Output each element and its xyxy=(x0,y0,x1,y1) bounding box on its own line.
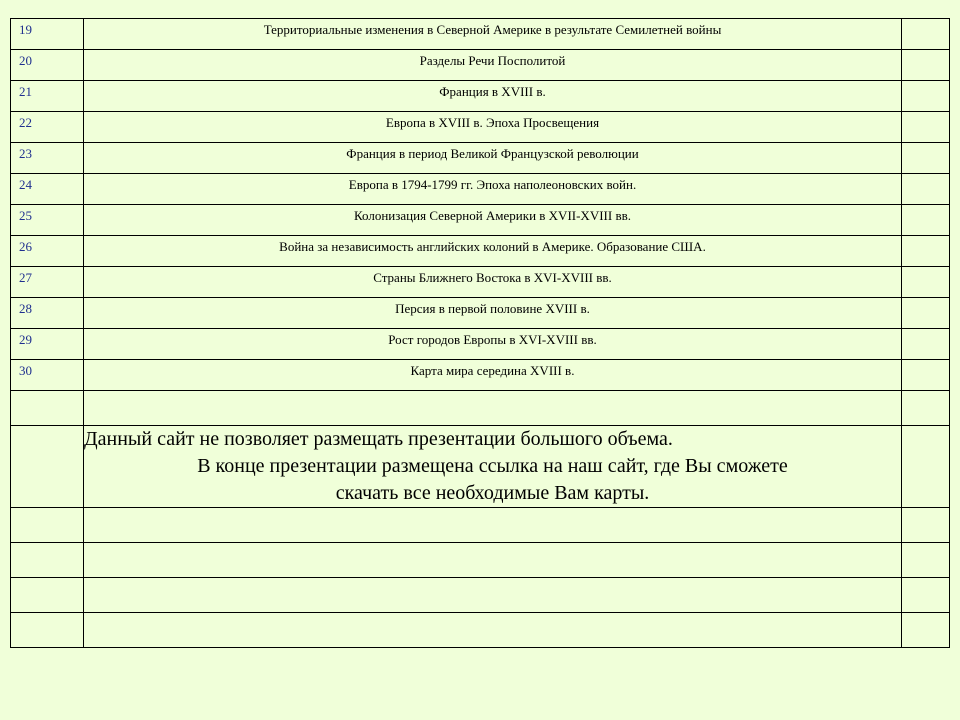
row-extra-cell xyxy=(902,19,950,50)
row-extra-cell xyxy=(902,360,950,391)
row-title: Персия в первой половине XVIII в. xyxy=(395,301,590,316)
row-extra-cell xyxy=(902,267,950,298)
row-title: Карта мира середина XVIII в. xyxy=(410,363,575,378)
row-number: 21 xyxy=(19,84,32,99)
row-title: Франция в период Великой Французской революции xyxy=(346,146,639,161)
row-title: Война за независимость английских колоний в Америке. Образование США. xyxy=(279,239,706,254)
row-number: 22 xyxy=(19,115,32,130)
row-title-cell xyxy=(84,143,902,174)
row-title-cell xyxy=(84,360,902,391)
site-notice xyxy=(84,426,902,508)
row-title: Рост городов Европы в XVI-XVIII вв. xyxy=(388,332,597,347)
row-number: 27 xyxy=(19,270,32,285)
row-number: 28 xyxy=(19,301,32,316)
table-row xyxy=(11,81,950,112)
row-title-cell xyxy=(84,174,902,205)
row-number: 24 xyxy=(19,177,32,192)
table-row xyxy=(11,19,950,50)
row-title: Территориальные изменения в Северной Америке в результате Семилетней войны xyxy=(263,22,722,37)
row-extra-cell xyxy=(902,205,950,236)
table-row xyxy=(11,143,950,174)
table-row xyxy=(11,174,950,205)
row-title: Европа в 1794-1799 гг. Эпоха наполеоновских войн. xyxy=(348,177,637,192)
notice-line-1: Данный сайт не позволяет размещать презентации большого объема. xyxy=(84,428,673,450)
row-number-cell xyxy=(11,329,84,360)
empty-row xyxy=(11,613,950,648)
row-number: 23 xyxy=(19,146,32,161)
row-number-cell xyxy=(11,174,84,205)
row-title: Разделы Речи Посполитой xyxy=(419,53,566,68)
row-title-cell xyxy=(84,50,902,81)
row-number-cell xyxy=(11,143,84,174)
empty-row xyxy=(11,578,950,613)
row-title-cell xyxy=(84,19,902,50)
empty-row xyxy=(11,508,950,543)
row-number-cell xyxy=(11,81,84,112)
table-row xyxy=(11,205,950,236)
row-title: Франция в XVIII в. xyxy=(439,84,546,99)
row-extra-cell xyxy=(902,143,950,174)
row-title-cell xyxy=(84,236,902,267)
row-title-cell xyxy=(84,267,902,298)
table-row xyxy=(11,298,950,329)
row-extra-cell xyxy=(902,236,950,267)
row-extra-cell xyxy=(902,81,950,112)
row-number-cell xyxy=(11,236,84,267)
row-number: 20 xyxy=(19,53,32,68)
row-number: 19 xyxy=(19,22,32,37)
row-extra-cell xyxy=(902,112,950,143)
row-extra-cell xyxy=(902,50,950,81)
row-number: 30 xyxy=(19,363,32,378)
maps-table-body xyxy=(11,19,950,648)
row-title: Колонизация Северной Америки в XVII-XVIII вв. xyxy=(354,208,631,223)
maps-table xyxy=(10,18,950,648)
note-row xyxy=(11,426,950,508)
row-title-cell xyxy=(84,112,902,143)
row-number-cell xyxy=(11,298,84,329)
row-title-cell xyxy=(84,81,902,112)
row-number-cell xyxy=(11,19,84,50)
row-number: 29 xyxy=(19,332,32,347)
table-row xyxy=(11,329,950,360)
row-title: Европа в XVIII в. Эпоха Просвещения xyxy=(385,115,600,130)
table-row xyxy=(11,267,950,298)
row-number-cell xyxy=(11,50,84,81)
row-number-cell xyxy=(11,267,84,298)
row-extra-cell xyxy=(902,174,950,205)
row-title-cell xyxy=(84,329,902,360)
row-number-cell xyxy=(11,205,84,236)
table-row xyxy=(11,236,950,267)
row-title-cell xyxy=(84,205,902,236)
notice-line-3: скачать все необходимые Вам карты. xyxy=(335,482,650,504)
row-number-cell xyxy=(11,360,84,391)
row-extra-cell xyxy=(902,329,950,360)
row-title: Страны Ближнего Востока в XVI-XVIII вв. xyxy=(373,270,612,285)
row-title-cell xyxy=(84,298,902,329)
notice-line-2: В конце презентации размещена ссылка на наш сайт, где Вы сможете xyxy=(197,455,788,477)
row-number: 26 xyxy=(19,239,32,254)
row-number-cell xyxy=(11,112,84,143)
empty-row xyxy=(11,543,950,578)
empty-row xyxy=(11,391,950,426)
row-number: 25 xyxy=(19,208,32,223)
row-extra-cell xyxy=(902,298,950,329)
table-row xyxy=(11,112,950,143)
table-row xyxy=(11,360,950,391)
table-row xyxy=(11,50,950,81)
